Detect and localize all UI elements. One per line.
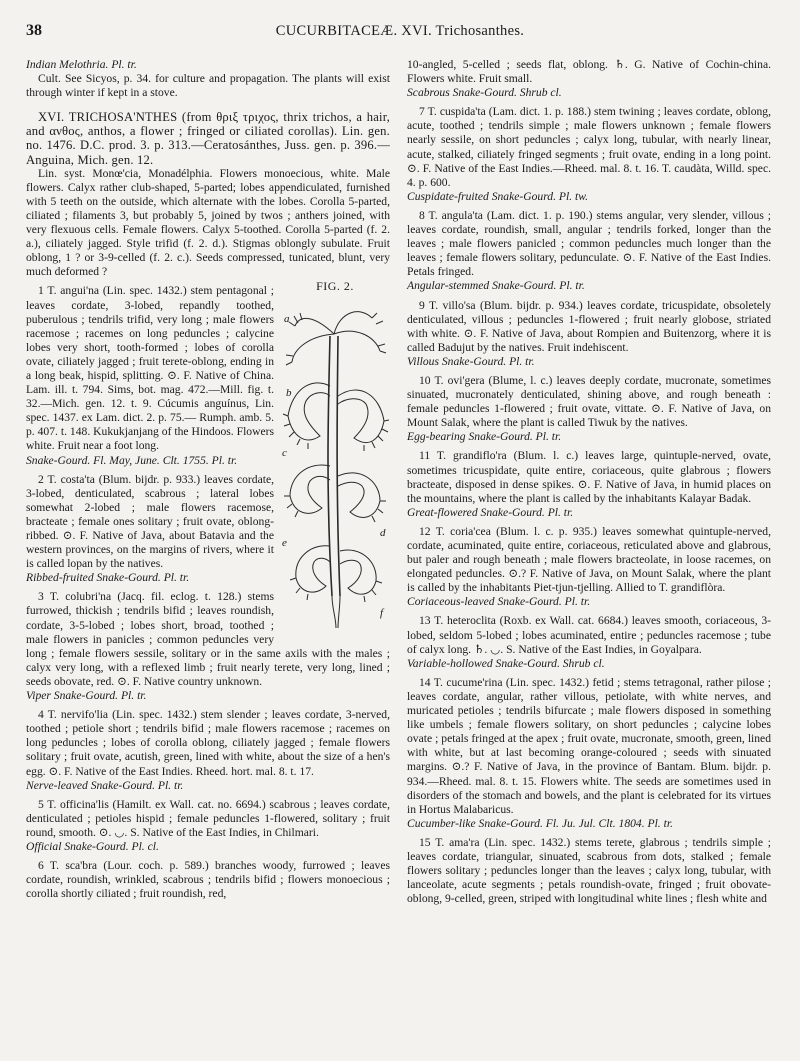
- figure-letter-c: c: [282, 446, 287, 459]
- figure-2: [280, 279, 390, 634]
- page-header: [26, 22, 774, 44]
- species-11-grandiflora: 11 T. grandiflo'ra (Blum. l. c.) leaves large, quintuple-nerved, ovate, sometimes tricuspidate, quite entire, coriaceous, quite glabrous ; flowers bracteate, disposed in dense spikes. ⊙. F. Native of Java, in humid places on the mountains, where the plant is called by the inhabitants Kalayar Badak.: [407, 449, 771, 505]
- species-12-coriacea: 12 T. coria'cea (Blum. l. c. p. 935.) leaves somewhat quintuple-nerved, cordate, acuminated, quite entire, coriaceous, reticulated above and glabrous, but paler and rough beneath ; male flowers bracteolate, in loose racemes, on elongated peduncles. ⊙.? F. Native of Java, on Mount Salak, where the plant is called by the inhabitants Piet-tjun-tjelling. Allied to T. grandiflòra.: [407, 524, 771, 595]
- species-8-common-name: Angular-stemmed Snake-Gourd. Pl. tr.: [407, 279, 585, 293]
- species-11-common-name: Great-flowered Snake-Gourd. Pl. tr.: [407, 505, 574, 519]
- page-number: 38: [26, 22, 42, 39]
- species-4-common-name: Nerve-leaved Snake-Gourd. Pl. tr.: [26, 778, 184, 792]
- running-title: CUCURBITACEÆ. XVI. Trichosanthes.: [275, 23, 525, 39]
- species-6-common-name: Scabrous Snake-Gourd. Shrub cl.: [407, 86, 562, 100]
- figure-letter-e: e: [282, 536, 287, 549]
- species-13-common-name: Variable-hollowed Snake-Gourd. Shrub cl.: [407, 656, 605, 670]
- species-15-amara: 15 T. ama'ra (Lin. spec. 1432.) stems terete, glabrous ; tendrils simple ; leaves cordate, triangular, sinuated, scabrous from dots, stalked ; female flowers solitary ; peduncles longer than the leaves ; calyx long, tubular, with lanceolate, acute segments ; petals roundish-ovate, fringed ; fruit obovate-oblong, 9-celled, green, striped with longitudinal white lines ; flesh white and: [407, 835, 771, 906]
- linnaean-system: Lin. syst. Monœ'cia, Monadélphia. Flowers monoecious, white. Male flowers. Calyx rather club-shaped, 5-parted; lobes appendiculated, furnished with 5 teeth on the outside, which alternate with the lobes. Corolla 5-parted, ciliated ; filaments 3, but probably 5, joined by twos ; anthers joined, with very flexuous cells. Female flowers. Calyx 5-toothed. Corolla 5-parted (f. 2. a.), ciliately jagged. Style trifid (f. 2. d.). Stigmas oblongly subulate. Fruit oblong, 1 ? or 3-9-celled (f. 2. c.). Seeds compressed, tunicated, blunt, very much deformed ?: [26, 166, 390, 279]
- species-8-angulata: 8 T. angula'ta (Lam. dict. 1. p. 190.) stems angular, very slender, villous ; leaves cordate, roundish, small, angular ; tendrils forked, longer than the leaves ; male flowers panicled ; common peduncles much longer than the leaves ; female flowers solitary, pedunculate. ⊙. F. Native of the East Indies. Petals fringed.: [407, 208, 771, 279]
- species-5-officinalis: 5 T. officina'lis (Hamilt. ex Wall. cat. no. 6694.) scabrous ; leaves cordate, denticulated ; petioles hispid ; female peduncles 1-flowered, solitary ; fruit round, smooth. ⊙. ◡. S. Native of the East Indies, in Chilmari.: [26, 797, 390, 839]
- figure-letter-a: a: [284, 312, 290, 325]
- genus-intro: XVI. TRICHOSA'NTHES (from θριξ τριχος, thrix trichos, a hair, and ανθος, anthos, a flower ; fringed or ciliated corollas). Lin. gen. no. 1476. D.C. prod. 3. p. 313.—Ceratosánthes, Juss. gen. p. 396.—Anguina, Mich. gen. 12.: [26, 110, 390, 167]
- species-3-colubrina: 3 T. colubri'na (Jacq. fil. eclog. t. 128.) stems furrowed, thickish ; tendrils bifid ; leaves roundish, cordate, 3-5-lobed ; lobes short, broad, toothed ; male flowers in panicles ; common peduncles very long ; female flowers sessile, solitary or in the same axils with the males ; calyx very long, with a reflexed limb ; fruit nearly terete, very long, lined ; seeds obovate, red. ⊙. F. Native country unknown.: [26, 590, 390, 688]
- species-2-costata: 2 T. costa'ta (Blum. bijdr. p. 933.) leaves cordate, 3-lobed, denticulated, scabrous ; lateral lobes somewhat 2-lobed ; male flowers racemose, bracteate ; female ones solitary ; fruit ovate, oblong-ribbed. ⊙. F. Native of Java, about Batavia and the western provinces, on the margins of rivers, where it is called lopan by the natives.: [26, 472, 274, 571]
- figure-letter-d: d: [380, 526, 386, 539]
- species-2-common-name: Ribbed-fruited Snake-Gourd. Pl. tr.: [26, 571, 190, 585]
- snake-gourd-illustration: [280, 296, 390, 631]
- species-9-villosa: 9 T. villo'sa (Blum. bijdr. p. 934.) leaves cordate, tricuspidate, obsoletely denticulated, villous ; peduncles 1-flowered ; fruit nearly globose, striated with white. ⊙. F. Native of Java, about Rompien and Buitenzorg, where it is called Badujut by the natives. Fruit indehiscent.: [407, 298, 771, 354]
- species-4-nervifolia: 4 T. nervifo'lia (Lin. spec. 1432.) stem slender ; leaves cordate, 3-nerved, toothed ; petiole short ; tendrils bifid ; male flowers racemose ; racemes on long peduncles ; lobes of corolla oblong, ciliately jagged ; female flowers solitary ; fruit ovate, acutish, green, lined with white, about the size of a hen's egg. ⊙. F. Native of the East Indies. Rheed. hort. mal. 8. t. 17.: [26, 708, 390, 778]
- species-10-common-name: Egg-bearing Snake-Gourd. Pl. tr.: [407, 430, 562, 444]
- right-column: [407, 58, 771, 906]
- species-12-common-name: Coriaceous-leaved Snake-Gourd. Pl. tr.: [407, 595, 591, 609]
- species-6-scabra: 6 T. sca'bra (Lour. coch. p. 589.) branches woody, furrowed ; leaves cordate, roundish, wrinkled, scabrous ; tendrils bifid ; flowers monoecious ; corolla shortly ciliated ; fruit roundish, red,: [26, 859, 390, 901]
- melothria-culture: Cult. See Sicyos, p. 34. for culture and propagation. The plants will exist through winter if kept in a stove.: [26, 72, 390, 100]
- species-5-common-name: Official Snake-Gourd. Pl. cl.: [26, 839, 159, 853]
- species-3-common-name: Viper Snake-Gourd. Pl. tr.: [26, 689, 147, 703]
- species-1-common-name: Snake-Gourd. Fl. May, June. Clt. 1755. Pl. tr.: [26, 453, 238, 467]
- left-column: [26, 58, 390, 901]
- figure-letter-b: b: [286, 386, 292, 399]
- species-7-common-name: Cuspidate-fruited Snake-Gourd. Pl. tw.: [407, 189, 588, 203]
- species-10-ovigera: 10 T. ovi'gera (Blume, l. c.) leaves deeply cordate, mucronate, sometimes sinuated, mucronately denticulated, shining above, and rough beneath : female peduncles 1-flowered ; fruit ovate, vittate. ⊙. F. Native of Java, on Mount Salak, where the plant is called Tiwuk by the natives.: [407, 373, 771, 430]
- species-6-continued: 10-angled, 5-celled ; seeds flat, oblong. ♄. G. Native of Cochin-china. Flowers white. Fruit small.: [407, 58, 771, 86]
- species-13-heteroclita: 13 T. heteroclita (Roxb. ex Wall. cat. 6684.) leaves smooth, coriaceous, 3-lobed, seldom 5-lobed ; lobes acuminated, entire ; peduncles racemose ; tube of calyx long. ♄. ◡. S. Native of the East Indies, in Goyalpara.: [407, 614, 771, 656]
- species-7-cuspidata: 7 T. cuspida'ta (Lam. dict. 1. p. 188.) stem twining ; leaves cordate, oblong, acute, toothed ; tendrils simple ; male flowers unknown ; female flowers nearly sessile, on short peduncles ; calyx long, tubular, with nearly linear, acute, stalked, ciliately fringed segments ; fruit ovate, ending in a long point. ⊙. F. Native of the East Indies.—Rheed. mal. 8. t. 16. T. caudàta, Willd. spec. 4. p. 600.: [407, 105, 771, 189]
- melothria-title: Indian Melothria. Pl. tr.: [26, 58, 137, 71]
- species-1-anguina: 1 T. angui'na (Lin. spec. 1432.) stem pentagonal ; leaves cordate, 3-lobed, repandly toothed, puberulous ; tendrils trifid, very long ; male flowers racemose ; racemes on long peduncles ; calycine lobes very short, tooth-formed ; lobes of corolla ovate, ciliately jagged ; fruit terete-oblong, ending in a long beak, hispid, splitting. ⊙. F. Native of China. Lam. ill. t. 794. Sims, bot. mag. 472.—Mill. fig. t. 32.—Mich. gen. 12. t. 9. Cúcumis anguínus, Lin. spec. 1437. ex Lam. dict. 2. p. 75.— Rumph. amb. 5. p. 407. t. 148. Kukukjanjang of the Hindoos. Flowers white. Fruit near a foot long.: [26, 284, 274, 453]
- species-9-common-name: Villous Snake-Gourd. Pl. tr.: [407, 354, 535, 368]
- species-14-cucumerina: 14 T. cucume'rina (Lin. spec. 1432.) fetid ; stems tetragonal, rather pilose ; leaves cordate, angular, rather villous, petiolate, with white nerves, and muricated petioles ; tendrils bifurcate ; male flowers disposed in something like umbels ; female flowers solitary, on short peduncles ; calycine lobes ovate ; petals fringed at the apex ; fruit ovate, mucronate, smooth, green, lined with white, but at last becoming orange-coloured ; seeds with sinuated margins. ⊙.? F. Native of Java, in the province of Bantam. Blum. bijdr. p. 934.—Rheed. mal. 8. t. 15. Flowers white. The seeds are sometimes used in disorders of the stomach and bowels, and the plant is celebrated for its virtues in Hortus Malabaricus.: [407, 675, 771, 816]
- species-14-common-name: Cucumber-like Snake-Gourd. Fl. Ju. Jul. Clt. 1804. Pl. tr.: [407, 816, 673, 830]
- figure-label: FIG. 2.: [316, 279, 354, 294]
- figure-letter-f: f: [380, 606, 384, 619]
